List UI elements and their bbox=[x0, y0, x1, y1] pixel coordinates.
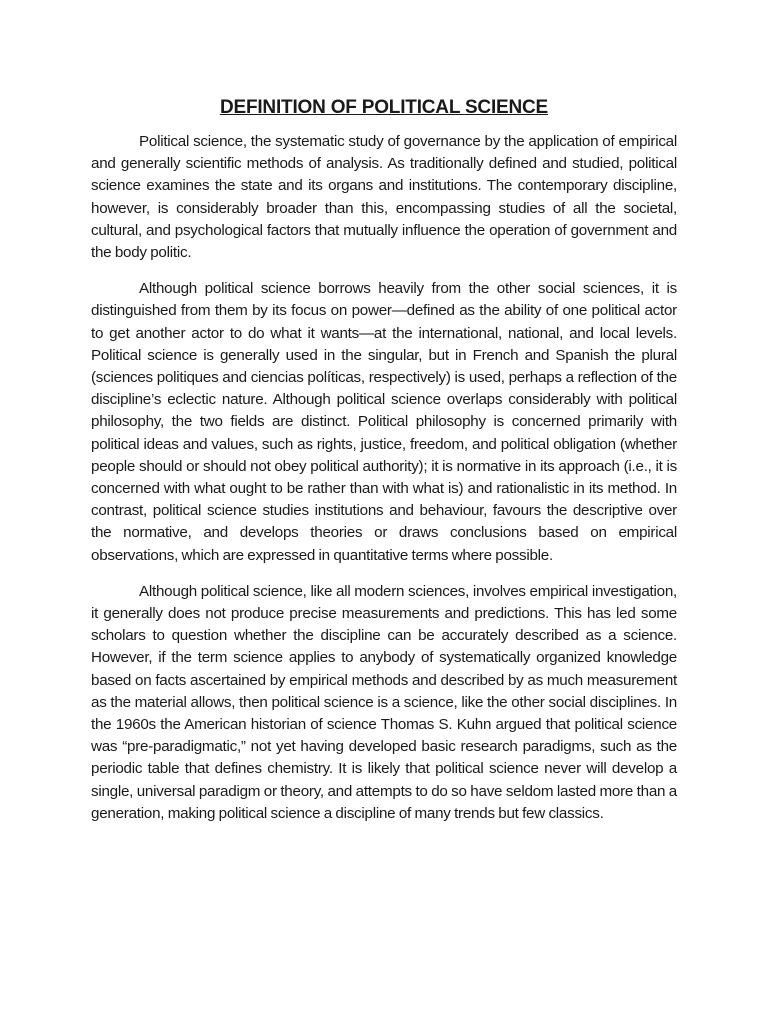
document-title: DEFINITION OF POLITICAL SCIENCE bbox=[219, 97, 549, 118]
paragraph-definition: Political science, the systematic study of governance by the application of empirical and generally scientific methods of analysis. As traditionally defined and studied, political science examines the state and its organs and institutions. The contemporary discipline, however, is considerably broader than this, encompassing studies of all the societal, cultural, and psychological factors that mutually influence the operation of government and the body politic. bbox=[91, 133, 677, 262]
paragraph-science-debate: Although political science, like all modern sciences, involves empirical investigation, it generally does not produce precise measurements and predictions. This has led some scholars to question whether the discipline can be accurately described as a science. However, if the term science applies to anybody of systematically organized knowledge based on facts ascertained by empirical methods and described by as much measurement as the material allows, then political science is a science, like the other social disciplines. In the 1960s the American historian of science Thomas S. Kuhn argued that political science was “pre-paradigmatic,” not yet having developed basic research paradigms, such as the periodic table that defines chemistry. It is likely that political science never will develop a single, universal paradigm or theory, and attempts to do so have seldom lasted more than a generation, making political science a discipline of many trends but few classics. bbox=[91, 582, 677, 822]
document-page bbox=[91, 95, 677, 839]
paragraph-power-and-philosophy: Although political science borrows heavily from the other social sciences, it is distinguished from them by its focus on power—defined as the ability of one political actor to get another actor to do what it wants—at the international, national, and local levels. Political science is generally used in the singular, but in French and Spanish the plural (sciences politiques and ciencias políticas, respectively) is used, perhaps a reflection of the discipline’s eclectic nature. Although political science overlaps considerably with political philosophy, the two fields are distinct. Political philosophy is concerned primarily with political ideas and values, such as rights, justice, freedom, and political obligation (whether people should or should not obey political authority); it is normative in its approach (i.e., it is concerned with what ought to be rather than with what is) and rationalistic in its method. In contrast, political science studies institutions and behaviour, favours the descriptive over the normative, and develops theories or draws conclusions based on empirical observations, which are expressed in quantitative terms where possible. bbox=[91, 280, 677, 564]
